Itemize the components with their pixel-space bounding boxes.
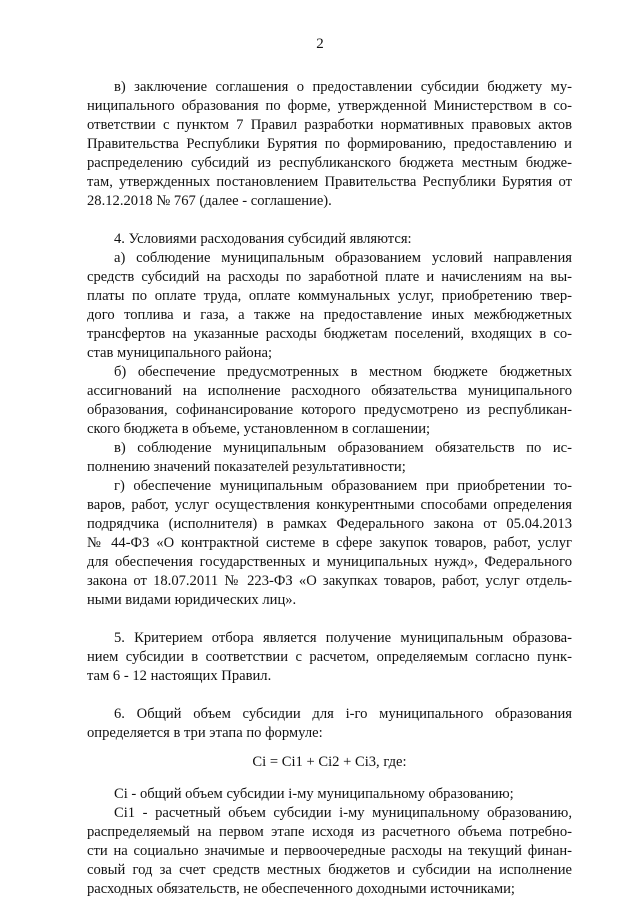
text-line: став муниципального района; [87,345,273,362]
text-line: совый год за счет средств местных бюджетов и субсидии на исполнение [87,861,572,878]
text-line: 5. Критерием отбора является получение муниципальным образова- [114,630,572,647]
text-line: сти на социально значимые и первоочередные расходы на текущий финан- [87,842,572,859]
text-line: в) заключение соглашения о предоставлении субсидии бюджету му- [114,79,572,95]
text-line: Ci1 - расчетный объем субсидии i-му муниципальному образованию, [114,804,572,821]
text-line: закона от 18.07.2011 № 223-ФЗ «О закупках товаров, работ, услуг отдель- [87,573,572,590]
text-line: г) обеспечение муниципальным образованием при приобретении то- [114,478,572,495]
text-line: распределяемый на первом этапе исходя из расчетного объема потребно- [87,823,572,840]
text-line: ответствии с пунктом 7 Правил разработки нормативных правовых актов [87,117,572,133]
text-line: № 44-ФЗ «О контрактной системе в сфере закупок товаров, работ, услуг [87,535,572,552]
text-line: Правительства Республики Бурятия по формированию, предоставлению и [87,136,572,152]
text-line: ниципального образования по форме, утвержденной Министерством в со- [87,98,572,114]
text-line: трансфертов на указанные расходы бюджетам поселений, входящих в со- [87,326,572,343]
text-line: варов, работ, услуг осуществления конкурентными способами определения [87,497,572,514]
text-line: в) соблюдение муниципальным образованием обязательств по ис- [114,440,572,457]
text-line: ского бюджета в объеме, установленном в соглашении; [87,421,431,438]
text-line: полнению значений показателей результативности; [87,459,406,476]
text-line: ными видами юридических лиц». [87,592,297,609]
text-line: распределению субсидий из республиканского бюджета местным бюдже- [87,155,572,171]
text-line: б) обеспечение предусмотренных в местном бюджете бюджетных [114,364,572,381]
text-line: а) соблюдение муниципальным образованием условий направления [114,250,572,267]
text-line: для обеспечения государственных и муниципальных нужд», Федерального [87,554,572,571]
formula: Ci = Ci1 + Ci2 + Ci3, где: [252,753,407,770]
text-line: 6. Общий объем субсидии для i-го муниципального образования [114,706,572,723]
text-line: ассигнований на исполнение расходного обязательства муниципального [87,383,572,400]
text-line: образования, софинансирование которого предусмотрено из республикан- [87,402,572,419]
text-line: там, утвержденных постановлением Правительства Республики Бурятия от [87,174,572,190]
text-line: дого топлива и газа, а также на предоставление иных межбюджетных [87,307,572,324]
text-line: 28.12.2018 № 767 (далее - соглашение). [87,193,332,209]
text-line: расходных обязательств, не обеспеченного доходными источниками; [87,880,515,897]
text-line: там 6 - 12 настоящих Правил. [87,668,272,685]
text-line: определяется в три этапа по формуле: [87,725,323,742]
text-line: средств субсидий на расходы по заработной плате и начислениям на вы- [87,269,572,286]
text-line: нием субсидии в соответствии с расчетом, определяемым согласно пунк- [87,649,572,666]
text-line: платы по оплате труда, оплате коммунальных услуг, приобретению твер- [87,288,572,305]
text-line: Ci - общий объем субсидии i-му муниципальному образованию; [114,785,514,802]
text-line: 4. Условиями расходования субсидий являются: [114,231,412,248]
text-line: подрядчика (исполнителя) в рамках Федерального закона от 05.04.2013 [87,516,572,533]
page-number: 2 [316,36,324,52]
